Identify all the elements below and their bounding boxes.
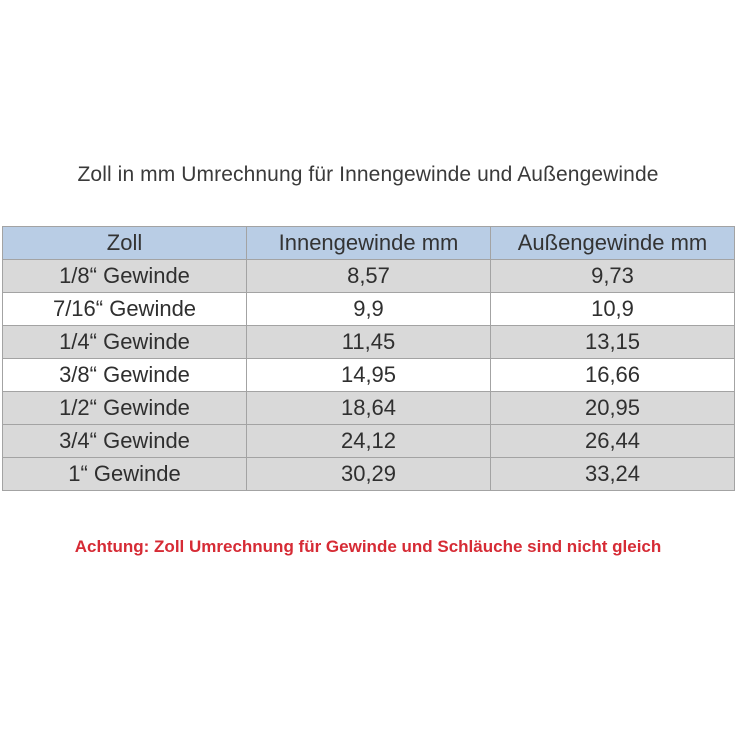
cell-innengewinde: 30,29 xyxy=(247,458,491,491)
cell-aussengewinde: 20,95 xyxy=(491,392,735,425)
table-row xyxy=(3,458,735,491)
cell-zoll: 1/4“ Gewinde xyxy=(3,326,247,359)
cell-aussengewinde: 9,73 xyxy=(491,260,735,293)
table-row xyxy=(3,425,735,458)
warning-note: Achtung: Zoll Umrechnung für Gewinde und Schläuche sind nicht gleich xyxy=(74,537,662,556)
cell-aussengewinde: 13,15 xyxy=(491,326,735,359)
column-header-aussengewinde: Außengewinde mm xyxy=(491,227,735,260)
thread-conversion-table xyxy=(2,226,735,491)
column-header-innengewinde: Innengewinde mm xyxy=(247,227,491,260)
table-row xyxy=(3,293,735,326)
cell-zoll: 1/2“ Gewinde xyxy=(3,392,247,425)
page-title: Zoll in mm Umrechnung für Innengewinde und Außengewinde xyxy=(77,163,659,186)
table-row xyxy=(3,260,735,293)
cell-innengewinde: 24,12 xyxy=(247,425,491,458)
cell-innengewinde: 9,9 xyxy=(247,293,491,326)
cell-innengewinde: 18,64 xyxy=(247,392,491,425)
cell-aussengewinde: 26,44 xyxy=(491,425,735,458)
cell-aussengewinde: 10,9 xyxy=(491,293,735,326)
cell-innengewinde: 8,57 xyxy=(247,260,491,293)
table-row xyxy=(3,326,735,359)
cell-aussengewinde: 16,66 xyxy=(491,359,735,392)
cell-zoll: 7/16“ Gewinde xyxy=(3,293,247,326)
cell-zoll: 3/8“ Gewinde xyxy=(3,359,247,392)
column-header-zoll: Zoll xyxy=(3,227,247,260)
table-row xyxy=(3,392,735,425)
table-row xyxy=(3,359,735,392)
cell-zoll: 1/8“ Gewinde xyxy=(3,260,247,293)
cell-aussengewinde: 33,24 xyxy=(491,458,735,491)
cell-innengewinde: 14,95 xyxy=(247,359,491,392)
table-header-row xyxy=(3,227,735,260)
cell-innengewinde: 11,45 xyxy=(247,326,491,359)
cell-zoll: 1“ Gewinde xyxy=(3,458,247,491)
cell-zoll: 3/4“ Gewinde xyxy=(3,425,247,458)
